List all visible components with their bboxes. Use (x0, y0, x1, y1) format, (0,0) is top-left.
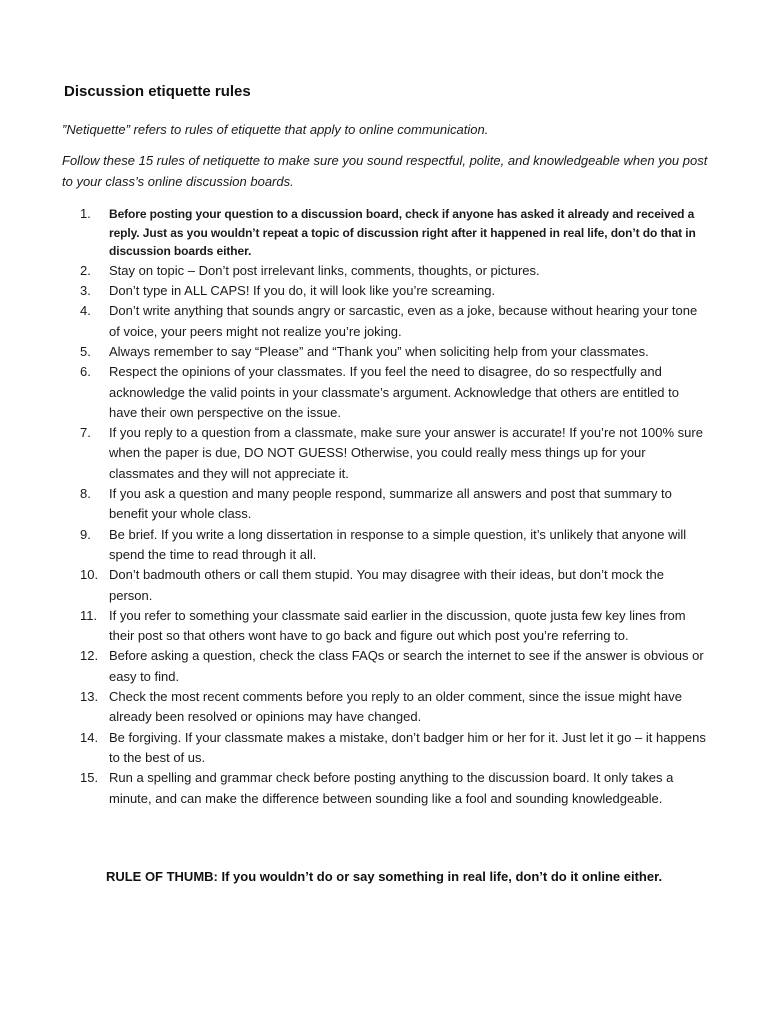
rule-text: Check the most recent comments before you reply to an older comment, since the issue might have already been resolved or opinions may have changed. (109, 689, 682, 725)
rule-of-thumb: RULE OF THUMB: If you wouldn’t do or say something in real life, don’t do it online either. (105, 869, 663, 884)
intro-instructions: Follow these 15 rules of netiquette to make sure you sound respectful, polite, and knowledgeable when you post to your class’s online discussion boards. (62, 153, 708, 189)
rule-number: 9. (80, 526, 91, 542)
rule-number: 15. (80, 770, 99, 786)
rule-item (80, 525, 710, 566)
rule-number: 13. (80, 689, 99, 705)
rule-item (80, 687, 710, 728)
rule-number: 7. (80, 425, 91, 441)
rule-text: Run a spelling and grammar check before posting anything to the discussion board. It only takes a minute, and can make the difference between sounding like a fool and sounding knowledgeable. (109, 770, 674, 806)
rule-number: 8. (80, 486, 91, 502)
document-title: Discussion etiquette rules (64, 83, 251, 100)
rule-number: 1. (80, 206, 91, 221)
rule-number: 2. (80, 262, 91, 278)
rules-list (80, 205, 710, 809)
rule-item (80, 205, 710, 261)
rule-number: 4. (80, 303, 91, 319)
rule-number: 14. (80, 729, 99, 745)
rule-text: Don’t type in ALL CAPS! If you do, it will look like you’re screaming. (109, 283, 496, 299)
rule-text: If you reply to a question from a classmate, make sure your answer is accurate! If you’re not 100% sure when the paper is due, DO NOT GUESS! Otherwise, you could really mess things up for your classmates and they will not appreciate it. (109, 425, 703, 481)
rule-text: Don’t write anything that sounds angry or sarcastic, even as a joke, because without hearing your tone of voice, your peers might not realize you’re joking. (109, 303, 698, 339)
rule-text: Don’t badmouth others or call them stupid. You may disagree with their ideas, but don’t mock the person. (109, 567, 664, 603)
rule-item (80, 423, 710, 484)
rule-text: Stay on topic – Don’t post irrelevant links, comments, thoughts, or pictures. (109, 262, 540, 278)
rule-text: Always remember to say “Please” and “Thank you” when soliciting help from your classmates. (109, 343, 649, 359)
rule-text: If you refer to something your classmate said earlier in the discussion, quote justa few key lines from their post so that others wont have to go back and figure out which post you’re referring to. (109, 607, 686, 644)
rule-item (80, 301, 710, 342)
rule-number: 6. (80, 364, 91, 380)
rule-item (80, 362, 710, 423)
rule-number: 11. (80, 607, 98, 623)
rule-item (80, 768, 710, 809)
rule-item (80, 342, 710, 362)
rule-text: If you ask a question and many people respond, summarize all answers and post that summary to benefit your whole class. (109, 486, 672, 522)
rule-number: 5. (80, 343, 91, 359)
rule-item (80, 728, 710, 769)
rule-text: Be brief. If you write a long dissertation in response to a simple question, it’s unlikely that anyone will spend the time to read through it all. (109, 526, 687, 562)
rule-text: Before posting your question to a discussion board, check if anyone has asked it already and received a reply. Just as you wouldn’t repeat a topic of discussion right after it happened in real life, don’t do that in discussion boards either. (109, 207, 696, 259)
rule-number: 10. (80, 567, 99, 583)
rule-text: Before asking a question, check the class FAQs or search the internet to see if the answer is obvious or easy to find. (109, 648, 704, 684)
rule-text: Be forgiving. If your classmate makes a mistake, don’t badger him or her for it. Just let it go – it happens to the best of us. (109, 729, 706, 765)
rule-item (80, 565, 710, 606)
rule-text: Respect the opinions of your classmates. If you feel the need to disagree, do so respectfully and acknowledge the valid points in your classmate’s argument. Acknowledge that others are entitled to have their own perspective on the issue. (109, 364, 679, 420)
intro-definition: ”Netiquette” refers to rules of etiquette that apply to online communication. (62, 122, 489, 137)
rule-item (80, 606, 710, 647)
rule-number: 12. (80, 648, 99, 664)
rule-number: 3. (80, 283, 91, 299)
rule-item (80, 646, 710, 687)
rule-item (80, 281, 710, 301)
rule-item (80, 261, 710, 281)
rule-item (80, 484, 710, 525)
